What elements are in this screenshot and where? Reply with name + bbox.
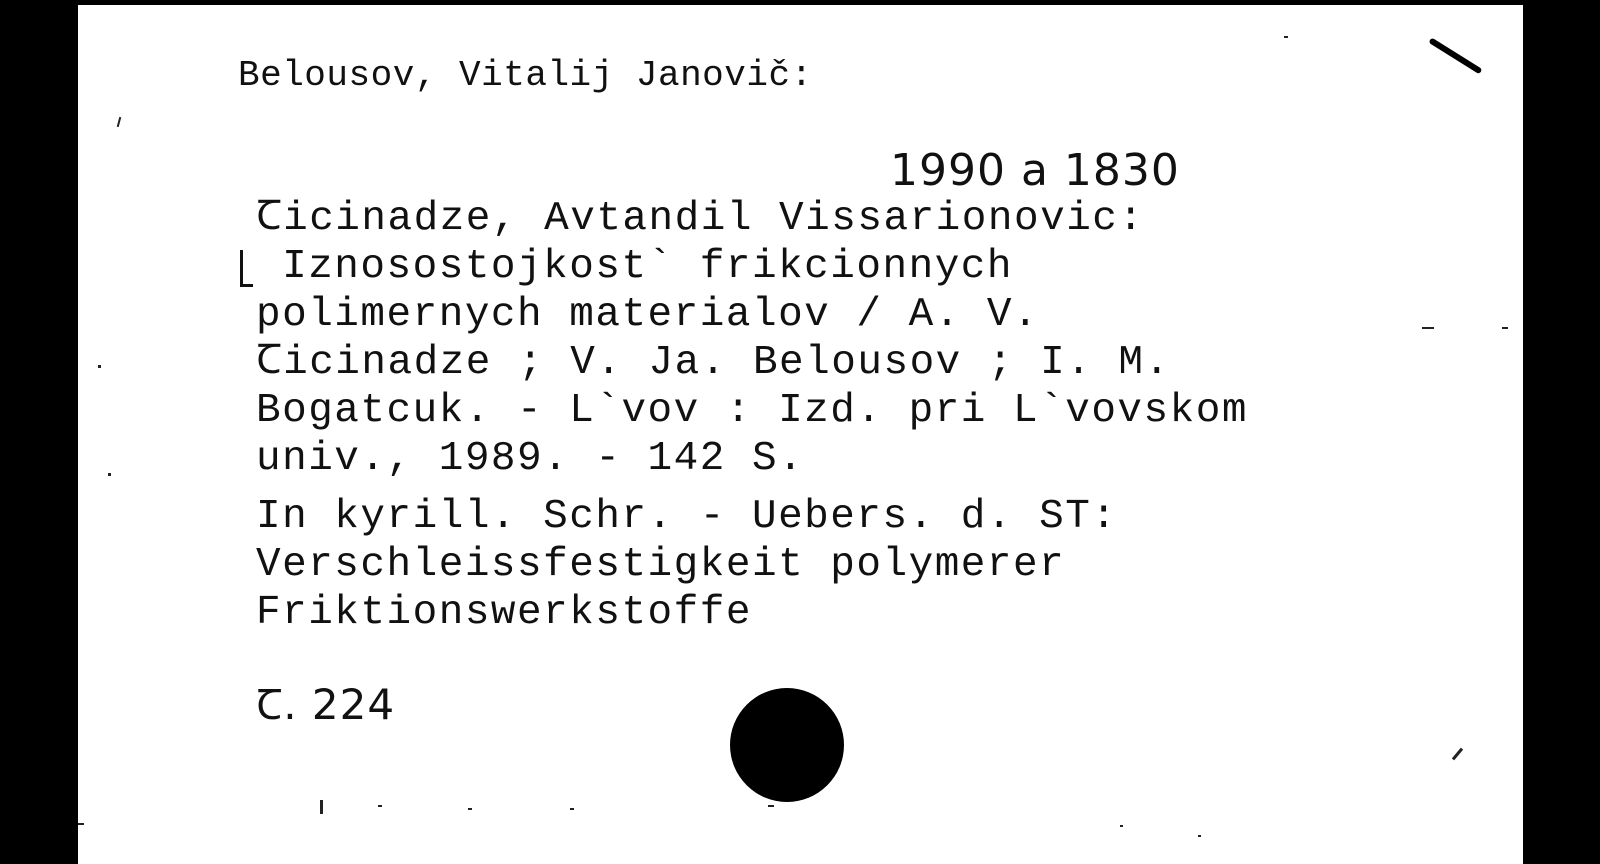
shelf-mark: Ꞇ. 224: [256, 680, 396, 729]
dust-speck: [108, 473, 111, 476]
dust-speck: [1120, 825, 1123, 827]
dust-speck: [1502, 327, 1508, 329]
entry-line-author: Ꞇicinadze, Avtandil Vissarionovic:: [256, 196, 1145, 242]
entry-line-imprint: Bogatcuk. - L`vov : Izd. pri L`vovskom: [256, 388, 1248, 434]
dust-speck: [570, 808, 574, 810]
catalog-card: [78, 5, 1523, 864]
punch-hole: [730, 688, 844, 802]
entry-line-responsibility: Ꞇicinadze ; V. Ja. Belousov ; I. M.: [256, 340, 1171, 386]
call-number: 1990 a 1830: [890, 145, 1180, 196]
dust-speck: [378, 805, 382, 807]
dust-speck: [768, 805, 774, 807]
dust-speck: [468, 808, 472, 810]
entry-line-translated-title-cont: Friktionswerkstoffe: [256, 590, 752, 636]
correction-bracket-mark: [240, 250, 253, 287]
dust-speck: [78, 823, 84, 825]
dust-speck: [1422, 327, 1434, 329]
heading-name: Belousov, Vitalij Janovič:: [238, 55, 813, 96]
dust-speck: [117, 117, 122, 127]
dust-speck: [1284, 36, 1288, 38]
entry-line-collation: univ., 1989. - 142 S.: [256, 436, 805, 482]
entry-line-title: Iznosostojkost` frikcionnych: [256, 244, 1014, 290]
entry-line-translated-title: Verschleissfestigkeit polymerer: [256, 542, 1066, 588]
pen-mark: [1428, 37, 1482, 74]
dust-speck: [98, 365, 101, 368]
entry-line-note: In kyrill. Schr. - Uebers. d. ST:: [256, 494, 1118, 540]
dust-speck: [1452, 748, 1463, 761]
dust-speck: [320, 800, 323, 814]
entry-line-title-cont: polimernych materialov / A. V.: [256, 292, 1040, 338]
dust-speck: [1198, 835, 1201, 837]
